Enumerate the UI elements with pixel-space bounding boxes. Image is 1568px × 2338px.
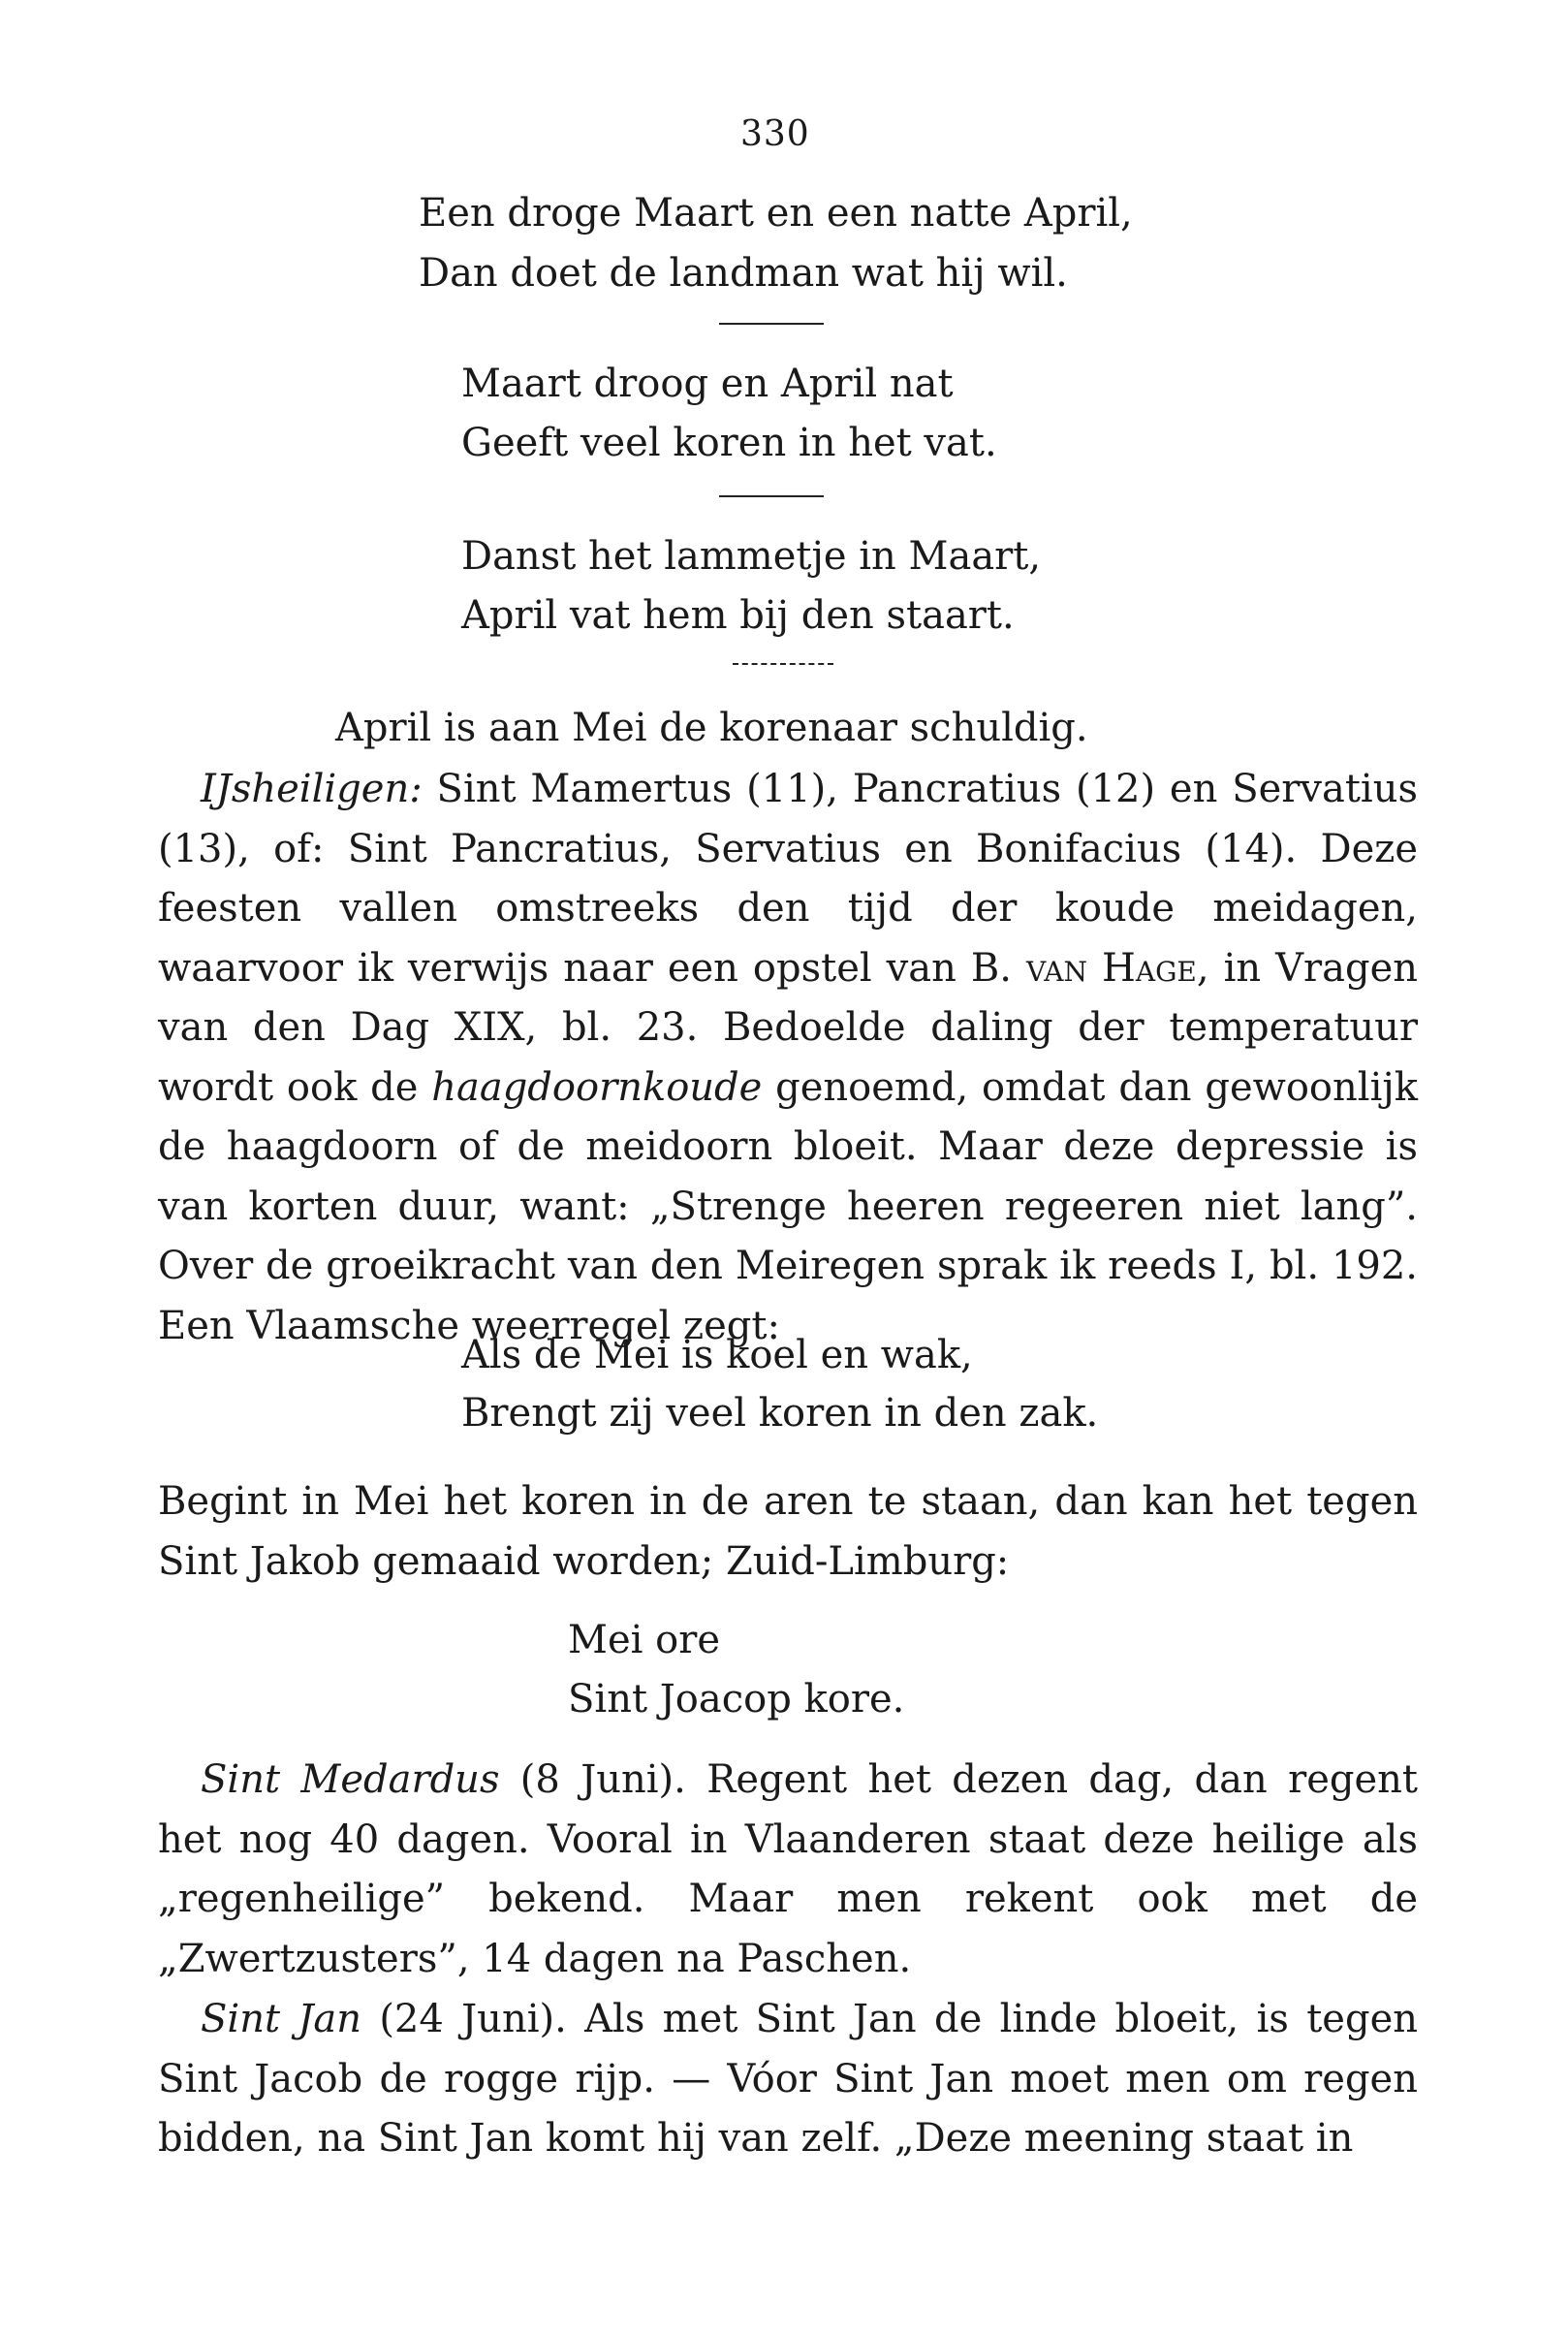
paragraph-text: genoemd, omdat dan gewoonlijk de haagdoorn of de meidoorn bloeit. Maar deze depressie is van korten duur, want: „Strenge heeren regeeren niet lang”. Over de groeikracht van den Meiregen sprak ik reeds I, bl. 192. Een Vlaamsche weerregel zegt: — [158, 1064, 1419, 1348]
paragraph-text: (8 Juni). Regent het dezen dag, dan regent het nog 40 dagen. Vooral in Vlaanderen staat deze heilige als „regenheilige” bekend. Maar men rekent ook met de „Zwertzusters”, 14 dagen na Paschen. — [158, 1757, 1418, 1981]
paragraph-text: (24 Juni). Als met Sint Jan de linde bloeit, is tegen Sint Jacob de rogge rijp. — Vóor Sint Jan moet men om regen bidden, na Sint Jan komt hij van zelf. „Deze meening staat in — [158, 1997, 1418, 2161]
verse-4-line-2: Brengt zij veel koren in den zak. — [461, 1391, 1099, 1436]
verse-2-line-1: Maart droog en April nat — [461, 362, 954, 406]
separator-rule — [719, 495, 824, 497]
paragraph-begint: Begint in Mei het koren in de aren te staan, dan kan het tegen Sint Jakob gemaaid worden; Zuid-Limburg: — [158, 1479, 1418, 1584]
author-name: van Hage — [1025, 945, 1197, 991]
verse-1-line-1: Een droge Maart en een natte April, — [419, 191, 1133, 236]
proverb-april-mei: April is aan Mei de korenaar schuldig. — [335, 706, 1088, 750]
paragraph-ijsheiligen — [158, 760, 1418, 1356]
separator-rule — [733, 663, 833, 665]
verse-5-line-2: Sint Joacop kore. — [568, 1677, 905, 1722]
verse-4-line-1: Als de Mei is koel en wak, — [461, 1333, 973, 1377]
verse-3-line-2: April vat hem bij den staart. — [461, 593, 1015, 638]
paragraph-text: , in Vragen van den Dag XIX, bl. 23. Bedoelde daling der temperatuur wordt ook de — [158, 945, 1419, 1110]
term-sint-jan: Sint Jan — [201, 1997, 361, 2041]
term-haagdoornkoude: haagdoornkoude — [431, 1064, 763, 1110]
term-sint-medardus: Sint Medardus — [201, 1757, 500, 1802]
separator-rule — [719, 323, 824, 325]
verse-1-line-2: Dan doet de landman wat hij wil. — [419, 251, 1068, 296]
term-ijsheiligen: IJsheiligen: — [201, 767, 423, 811]
paragraph-sint-jan — [158, 1990, 1418, 2169]
verse-2-line-2: Geeft veel koren in het vat. — [461, 421, 997, 465]
verse-5-line-1: Mei ore — [568, 1618, 721, 1662]
page-number: 330 — [740, 114, 810, 154]
paragraph-medardus — [158, 1751, 1418, 1989]
paragraph-text: Sint Mamertus (11), Pancratius (12) en Servatius (13), of: Sint Pancratius, Servatius en Bonifacius (14). Deze feesten vallen omstreeks den tijd der koude meidagen, waarvoor ik verwijs naar een opstel van B. — [158, 767, 1418, 991]
verse-3-line-1: Danst het lammetje in Maart, — [461, 534, 1042, 579]
